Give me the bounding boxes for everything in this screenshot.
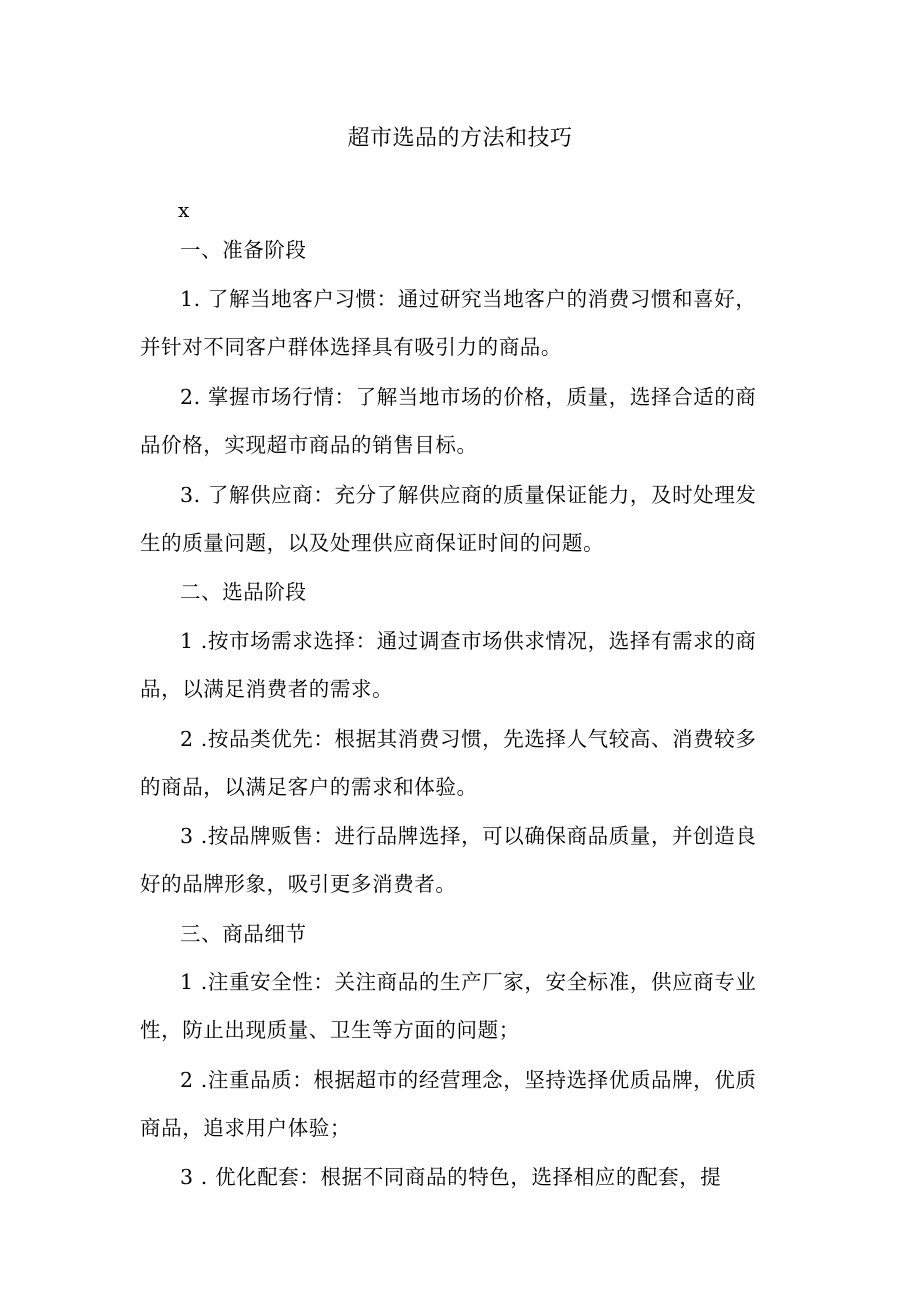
document-title: 超市选品的方法和技巧 <box>347 126 573 151</box>
paragraph-line: 1. 了解当地客户习惯：通过研究当地客户的消费习惯和喜好， <box>180 287 757 311</box>
section-heading: 一、准备阶段 <box>180 238 307 262</box>
paragraph-line: 的商品，以满足客户的需求和体验。 <box>140 775 478 799</box>
paragraph-line: 1 .注重安全性：关注商品的生产厂家，安全标准，供应商专业 <box>180 970 757 994</box>
paragraph-line: 2 .按品类优先：根据其消费习惯，先选择人气较高、消费较多 <box>180 727 757 751</box>
section-heading: 三、商品细节 <box>180 922 307 946</box>
paragraph-line: 生的质量问题，以及处理供应商保证时间的问题。 <box>140 531 605 555</box>
paragraph-line: 并针对不同客户群体选择具有吸引力的商品。 <box>140 335 562 359</box>
paragraph-line: 品，以满足消费者的需求。 <box>140 677 394 701</box>
section-heading: 二、选品阶段 <box>180 580 307 604</box>
paragraph-line: 品价格，实现超市商品的销售目标。 <box>140 433 478 457</box>
stray-marker: x <box>178 198 190 222</box>
paragraph-line: 1 .按市场需求选择：通过调查市场供求情况，选择有需求的商 <box>180 629 757 653</box>
paragraph-line: 好的品牌形象，吸引更多消费者。 <box>140 872 457 896</box>
paragraph-line: 商品，追求用户体验； <box>140 1116 351 1140</box>
paragraph-line: 3 .按品牌贩售：进行品牌选择，可以确保商品质量，并创造良 <box>180 824 757 848</box>
paragraph-line: 2. 掌握市场行情：了解当地市场的价格，质量，选择合适的商 <box>180 385 757 409</box>
paragraph-line: 3. 了解供应商：充分了解供应商的质量保证能力，及时处理发 <box>180 483 757 507</box>
paragraph-line: 2 .注重品质：根据超市的经营理念，坚持选择优质品牌，优质 <box>180 1068 757 1092</box>
paragraph-line: 3 . 优化配套：根据不同商品的特色，选择相应的配套，提 <box>180 1165 722 1189</box>
paragraph-line: 性，防止出现质量、卫生等方面的问题； <box>140 1018 520 1042</box>
